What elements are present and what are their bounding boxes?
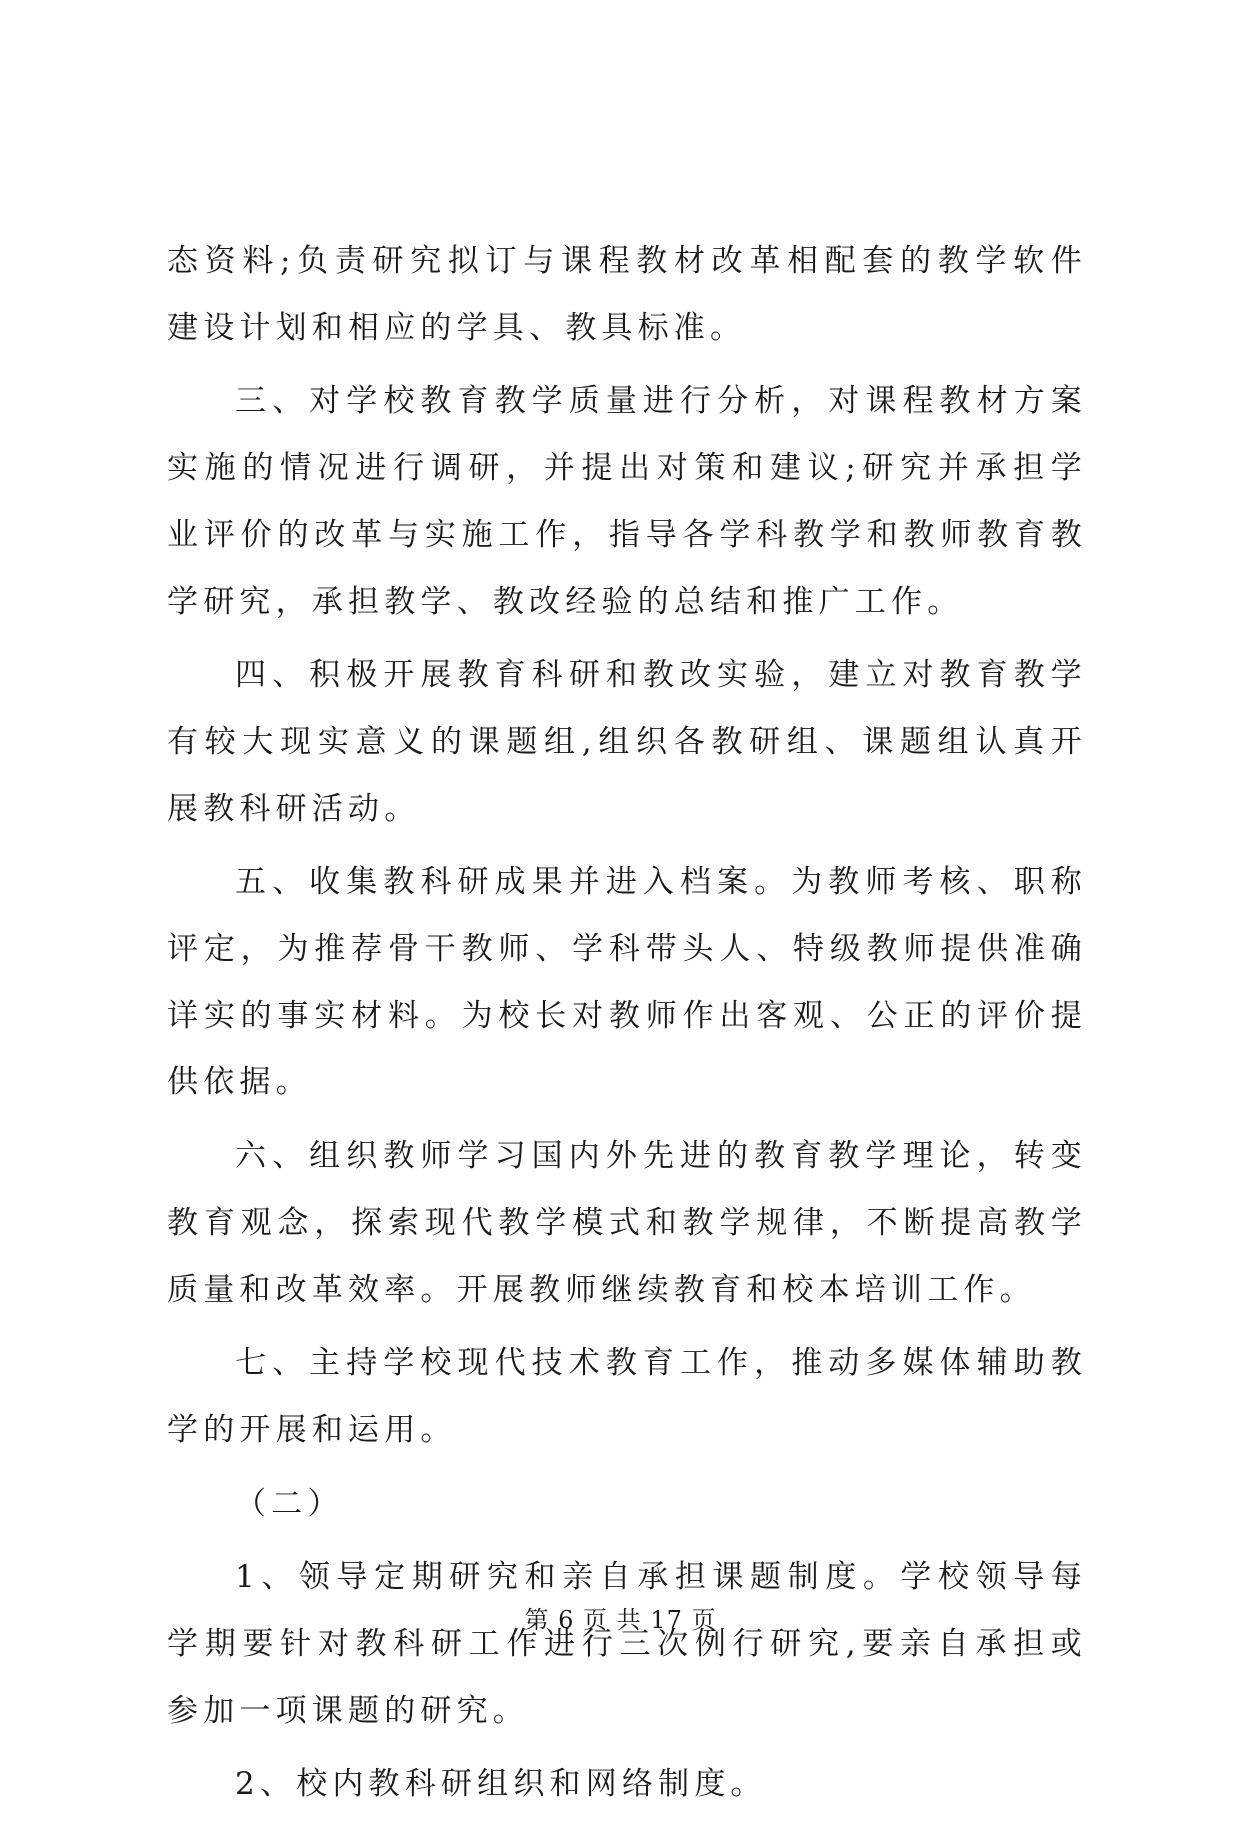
paragraph-item-3: 三、对学校教育教学质量进行分析，对课程教材方案实施的情况进行调研，并提出对策和建议;研究并承担学业评价的改革与实施工作，指导各学科教学和教师教育教学研究，承担教学、教改经验的总结和推广工作。 [167, 383, 1087, 620]
page-number-footer: 第 6 页 共 17 页 [524, 1606, 717, 1634]
section-heading-2: （二） [235, 1485, 344, 1522]
paragraph-item-7: 七、主持学校现代技术教育工作，推动多媒体辅助教学的开展和运用。 [167, 1345, 1087, 1448]
paragraph-rule-2: 2、校内教科研组织和网络制度。 [235, 1766, 767, 1803]
paragraph-item-4: 四、积极开展教育科研和教改实验，建立对教育教学有较大现实意义的课题组,组织各教研组、课题组认真开展教科研活动。 [167, 657, 1087, 827]
paragraph-item-5: 五、收集教科研成果并进入档案。为教师考核、职称评定，为推荐骨干教师、学科带头人、特级教师提供准确详实的事实材料。为校长对教师作出客观、公正的评价提供依据。 [167, 864, 1087, 1101]
paragraph-rule-1: 1、领导定期研究和亲自承担课题制度。学校领导每学期要针对教科研工作进行三次例行研究,要亲自承担或参加一项课题的研究。 [167, 1559, 1087, 1729]
paragraph-continuation: 态资料;负责研究拟订与课程教材改革相配套的教学软件建设计划和相应的学具、教具标准。 [167, 243, 1087, 346]
document-body [167, 228, 1087, 1825]
paragraph-item-6: 六、组织教师学习国内外先进的教育教学理论，转变教育观念，探索现代教学模式和教学规律，不断提高教学质量和改革效率。开展教师继续教育和校本培训工作。 [167, 1138, 1087, 1308]
